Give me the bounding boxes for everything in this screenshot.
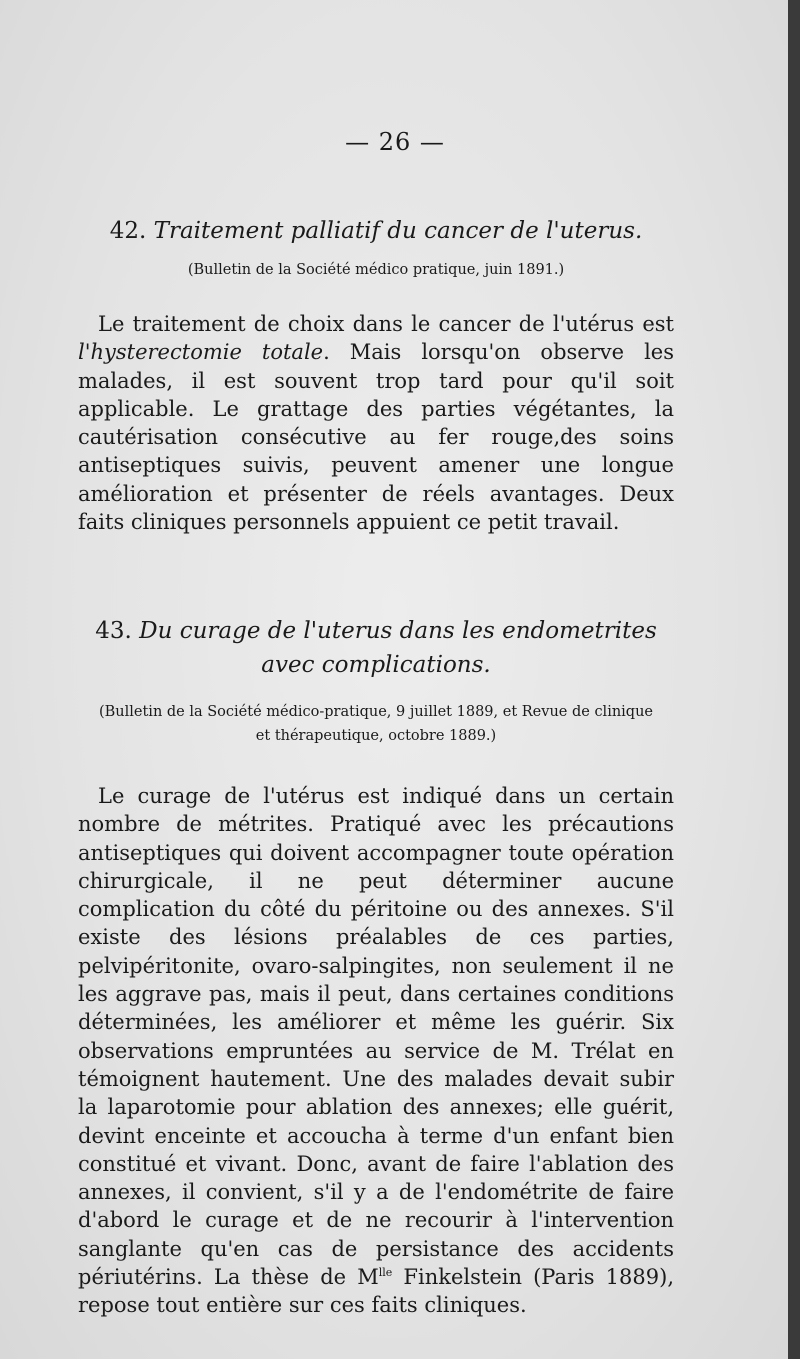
section-heading	[78, 614, 674, 682]
section-43	[78, 614, 674, 1341]
section-42	[78, 214, 674, 557]
section-source	[78, 700, 674, 748]
section-number: 42.	[109, 218, 147, 244]
section-heading	[78, 214, 674, 248]
body-rest: . Mais lorsqu'on observe les malades, il est souvent trop tard pour qu'il soit applicable. Le grattage des parties végétantes, la cautérisation consécutive au fer rouge,des soins antiseptiques suivis, peuvent amener une longue amélioration et présenter de réels avantages. Deux faits cliniques personnels appuient ce petit travail.	[78, 340, 674, 535]
section-number: 43.	[95, 618, 132, 644]
section-title-line2: avec complications.	[261, 652, 491, 678]
section-source: (Bulletin de la Société médico pratique, juin 1891.)	[187, 262, 565, 278]
body-main: Le curage de l'utérus est indiqué dans un certain nombre de métrites. Pratiqué avec les précautions antiseptiques qui doivent accompagner toute opération chirurgicale, il ne peut déterminer aucune complication du côté du péritoine ou des annexes. S'il existe des lésions préalables de ces parties, pelvipéritonite, ovaro-salpingites, non seulement il ne les aggrave pas, mais il peut, dans certaines conditions déterminées, les améliorer et même les guérir. Six observations empruntées au service de M. Trélat en témoignent hautement. Une des malades devait subir la laparotomie pour ablation des annexes; elle guérit, devint enceinte et accoucha à terme d'un enfant bien constitué et vivant. Donc, avant de faire l'ablation des annexes, il convient, s'il y a de l'endométrite de faire d'abord le curage et de ne recourir à l'intervention sanglante qu'en cas de persistance des accidents périutérins. La thèse de M	[78, 784, 674, 1290]
section-body	[78, 310, 674, 536]
source-line1: (Bulletin de la Société médico-pratique, 9 juillet 1889, et Revue de clinique	[98, 704, 654, 720]
section-body	[78, 782, 674, 1320]
body-italic-term: l'hysterectomie totale	[78, 340, 324, 365]
section-title-line1: Du curage de l'uterus dans les endometrites	[139, 618, 657, 644]
source-line2: et thérapeutique, octobre 1889.)	[255, 728, 497, 744]
page-edge-shadow	[788, 0, 800, 1359]
body-intro: Le traitement de choix dans le cancer de l'utérus est	[98, 312, 674, 336]
section-title: Traitement palliatif du cancer de l'uterus.	[153, 218, 643, 244]
body-end: Finkelstein (Paris 1889), repose tout entière sur ces faits cliniques.	[78, 1265, 674, 1318]
page-number: — 26 —	[345, 128, 445, 156]
body-superscript: lle	[378, 1266, 393, 1280]
